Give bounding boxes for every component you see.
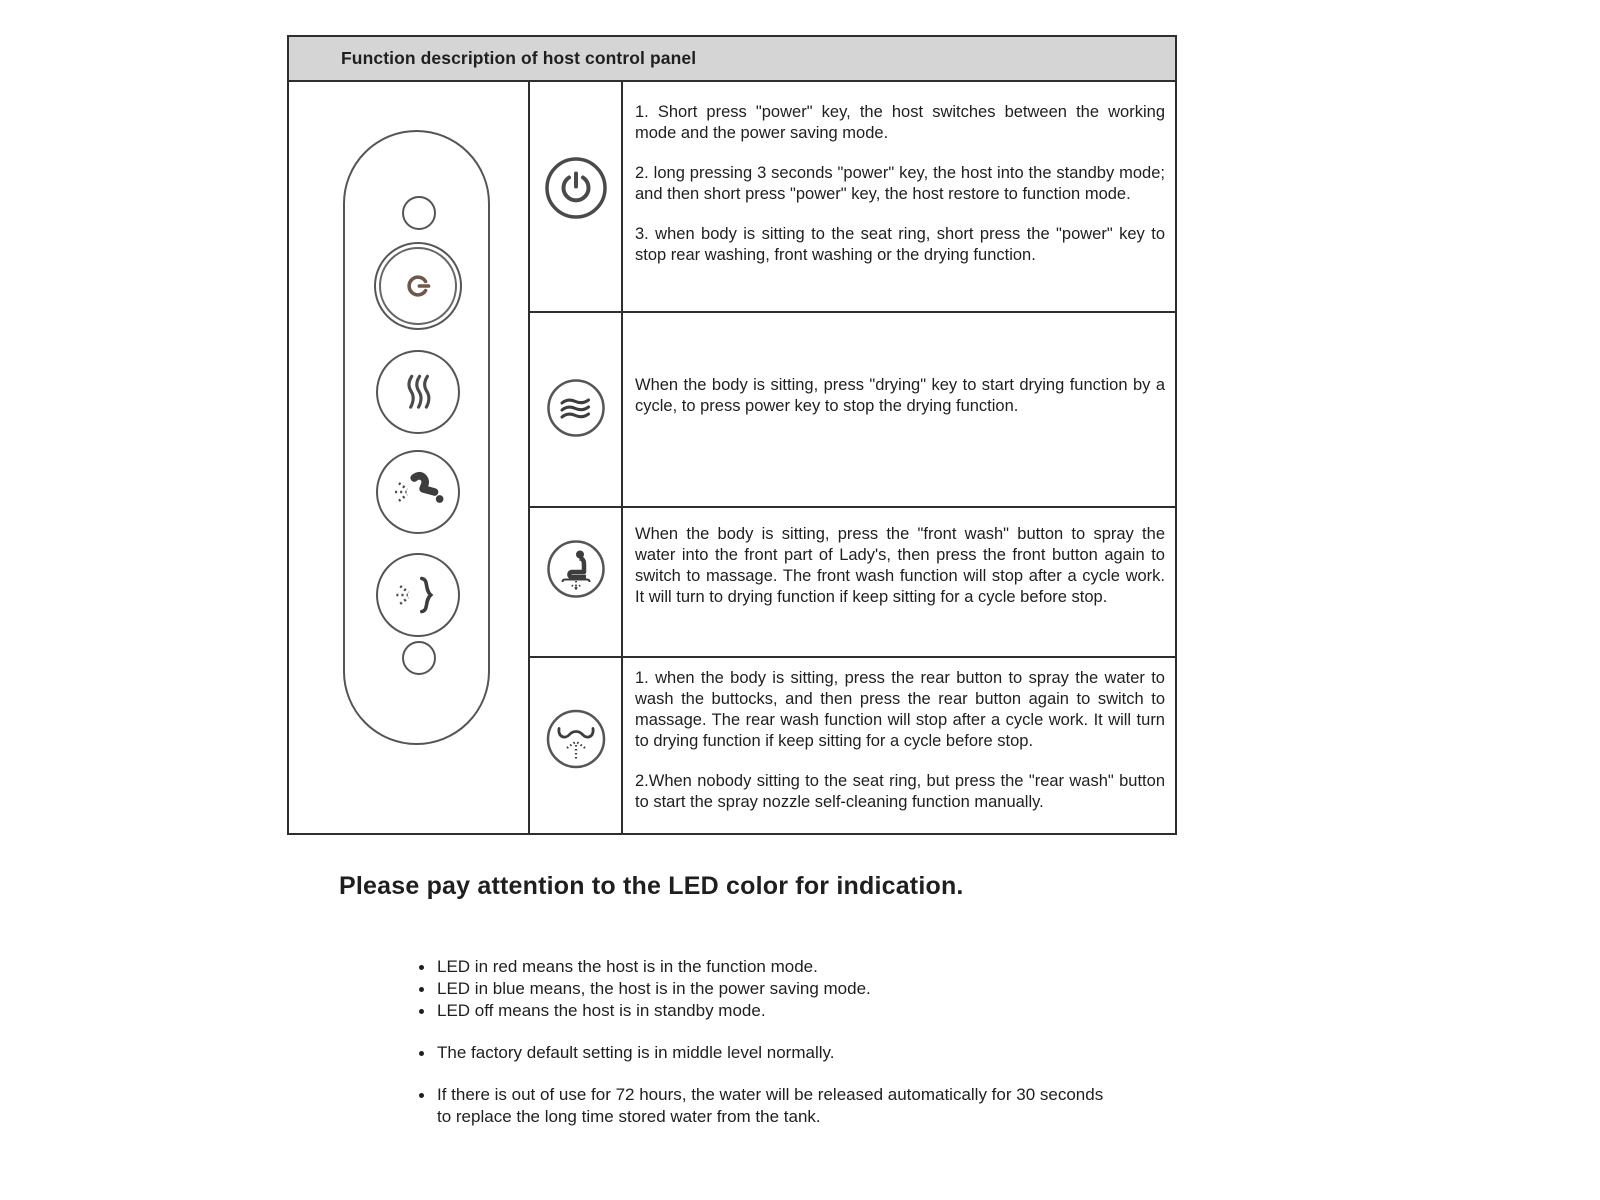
description-paragraph: 3. when body is sitting to the seat ring, short press the "power" key to stop rear washing, front washing or the drying function. bbox=[635, 225, 1165, 264]
drying-icon-cell bbox=[530, 313, 623, 506]
panel-rear-wash-button bbox=[376, 450, 460, 534]
bullet-item bbox=[419, 1042, 1119, 1064]
led-heading: Please pay attention to the LED color for indication. bbox=[339, 872, 964, 900]
bullet-text: LED off means the host is in standby mode. bbox=[437, 1001, 766, 1020]
panel-led-indicator bbox=[402, 196, 436, 230]
description-paragraph: 2.When nobody sitting to the seat ring, but press the "rear wash" button to start the spray nozzle self-cleaning function manually. bbox=[635, 772, 1165, 811]
bullet-item bbox=[419, 978, 1119, 1000]
panel-drying-icon bbox=[395, 369, 441, 415]
drying-icon bbox=[546, 378, 606, 438]
panel-rear-wash-icon bbox=[390, 464, 446, 520]
description-paragraph: 2. long pressing 3 seconds "power" key, the host into the standby mode; and then short press "power" key, the host restore to function mode. bbox=[635, 164, 1165, 203]
panel-front-wash-icon bbox=[390, 567, 446, 623]
bullet-dot bbox=[419, 987, 424, 992]
front-wash-icon bbox=[546, 539, 606, 599]
description-cell bbox=[623, 82, 1175, 311]
bullet-text: LED in blue means, the host is in the power saving mode. bbox=[437, 979, 871, 998]
led-bullet-list bbox=[419, 956, 1119, 1128]
bullet-dot bbox=[419, 965, 424, 970]
table-row-power bbox=[530, 82, 1175, 313]
table-title: Function description of host control panel bbox=[341, 48, 697, 68]
control-panel-cell bbox=[289, 82, 530, 833]
table-row-front-wash bbox=[530, 508, 1175, 658]
rear-wash-icon-cell bbox=[530, 658, 623, 833]
panel-power-button-ring bbox=[379, 247, 457, 325]
control-panel-illustration bbox=[343, 130, 490, 745]
bullet-dot bbox=[419, 1051, 424, 1056]
table-body bbox=[289, 82, 1175, 833]
description-cell bbox=[623, 508, 1175, 656]
bullet-item bbox=[419, 1084, 1119, 1128]
bullet-item bbox=[419, 956, 1119, 978]
rear-wash-icon bbox=[545, 708, 607, 770]
table-header bbox=[289, 37, 1175, 82]
panel-bottom-indicator bbox=[402, 641, 436, 675]
bullet-text: LED in red means the host is in the function mode. bbox=[437, 957, 818, 976]
description-paragraph: 1. when the body is sitting, press the rear button to spray the water to wash the buttocks, and then press the rear button again to switch to massage. The rear wash function will stop after a cycle work. It will turn to drying function if keep sitting for a cycle before stop. bbox=[635, 669, 1165, 750]
description-cell bbox=[623, 313, 1175, 506]
bullet-text: The factory default setting is in middle level normally. bbox=[437, 1043, 835, 1062]
bullet-dot bbox=[419, 1009, 424, 1014]
description-cell bbox=[623, 658, 1175, 833]
bullet-dot bbox=[419, 1093, 424, 1098]
front-wash-icon-cell bbox=[530, 508, 623, 656]
table-row-rear-wash bbox=[530, 658, 1175, 833]
table-row-drying bbox=[530, 313, 1175, 508]
panel-power-icon bbox=[397, 265, 439, 307]
table-rows bbox=[530, 82, 1175, 833]
panel-power-button bbox=[374, 242, 462, 330]
description-paragraph: When the body is sitting, press "drying" key to start drying function by a cycle, to press power key to stop the drying function. bbox=[635, 376, 1165, 415]
panel-drying-button bbox=[376, 350, 460, 434]
function-table bbox=[287, 35, 1177, 835]
power-icon-cell bbox=[530, 82, 623, 311]
description-paragraph: 1. Short press "power" key, the host switches between the working mode and the power saving mode. bbox=[635, 103, 1165, 142]
bullet-text: If there is out of use for 72 hours, the water will be released automatically for 30 seconds to replace the long time stored water from the tank. bbox=[437, 1085, 1104, 1126]
power-icon bbox=[544, 156, 608, 220]
bullet-item bbox=[419, 1000, 1119, 1022]
panel-front-wash-button bbox=[376, 553, 460, 637]
description-paragraph: When the body is sitting, press the "front wash" button to spray the water into the front part of Lady's, then press the front button again to switch to massage. The front wash function will stop after a cycle work. It will turn to drying function if keep sitting for a cycle before stop. bbox=[635, 525, 1165, 606]
